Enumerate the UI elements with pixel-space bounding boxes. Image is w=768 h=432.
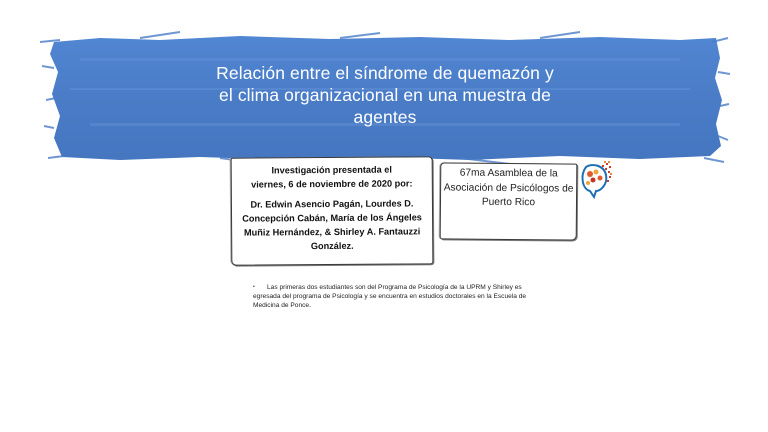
title-banner (40, 28, 730, 170)
research-info-box (231, 156, 434, 265)
authors-text: Dr. Edwin Asencio Pagán, Lourdes D. Concepción Cabán, María de los Ángeles Muñiz Hernández, & Shirley A. Fantauzzi González. (242, 198, 422, 252)
date-line: viernes, 6 de noviembre de 2020 por: (251, 178, 413, 190)
psychologists-association-logo-icon (578, 161, 612, 211)
bullet-icon: • (253, 284, 255, 290)
footnote-text: Las primeras dos estudiantes son del Programa de Psicología de la UPRM y Shirley es egresada del programa de Psicología y se encuentra en estudios doctorales en la Escuela de Medicina de Ponce. (253, 284, 527, 309)
presented-line: Investigación presentada el (271, 164, 392, 176)
footnote (253, 283, 543, 310)
assembly-box (440, 162, 578, 240)
slide-title: Relación entre el síndrome de quemazón y el clima organizacional en una muestra de agentes (216, 63, 554, 127)
assembly-text: 67ma Asamblea de la Asociación de Psicólogos de Puerto Rico (443, 167, 574, 209)
